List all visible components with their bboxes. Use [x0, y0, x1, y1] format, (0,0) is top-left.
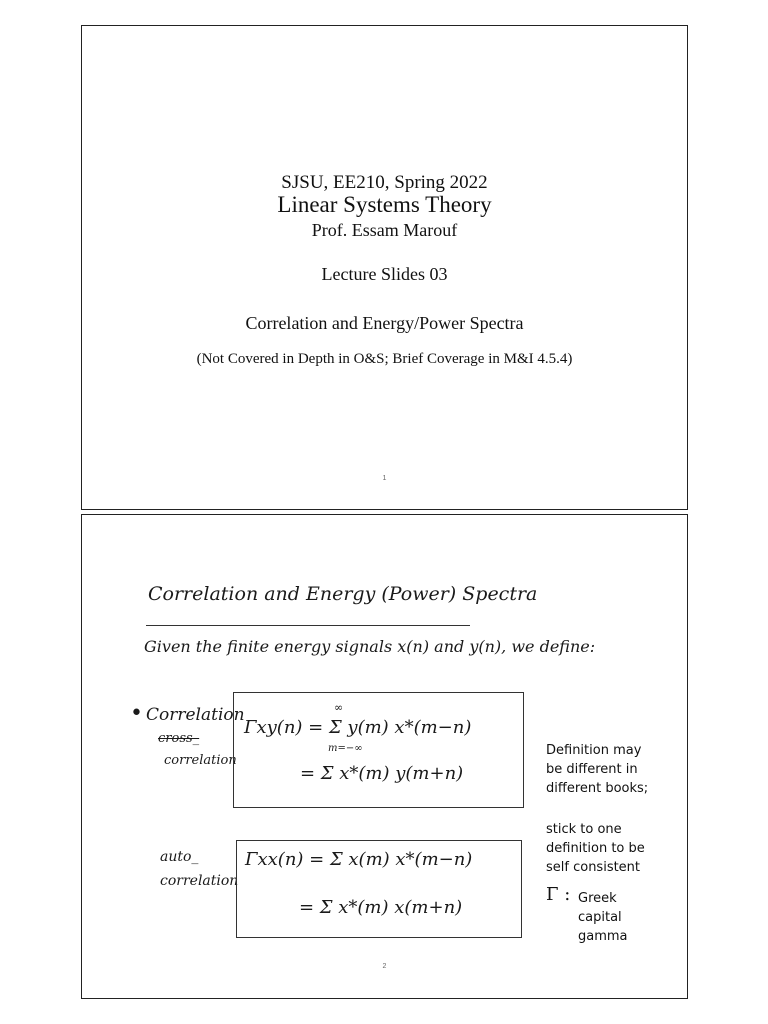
side-note-line: be different in	[546, 762, 638, 777]
sum-upper-limit: ∞	[334, 701, 344, 714]
slide-heading: Correlation and Energy (Power) Spectra	[148, 583, 538, 605]
correlation-label: Correlation	[146, 705, 245, 725]
lecture-number: Lecture Slides 03	[321, 264, 448, 284]
heading-underline	[146, 625, 470, 626]
auto-correlation-equation-2: = Σ x*(m) x(m+n)	[299, 897, 463, 918]
auto-label: auto_	[160, 849, 199, 865]
side-note-line: stick to one	[546, 822, 622, 837]
gamma-note-line: gamma	[578, 929, 628, 944]
gamma-note-line: Greek	[578, 891, 617, 906]
auto-correlation-box	[236, 840, 522, 938]
cross-correlation-equation-2: = Σ x*(m) y(m+n)	[300, 763, 464, 784]
gamma-note	[578, 889, 628, 946]
side-note-definitions	[546, 741, 648, 798]
gamma-note-line: capital	[578, 910, 622, 925]
auto-correlation-equation-1: Γxx(n) = Σ x(m) x*(m−n)	[245, 849, 473, 870]
auto-correlation-label: correlation	[160, 873, 239, 889]
lecture-topic: Correlation and Energy/Power Spectra	[245, 313, 524, 333]
slide-2	[81, 514, 688, 999]
sum-lower-limit: m=−∞	[328, 743, 363, 754]
cross-correlation-equation-1: Γxy(n) = Σ y(m) x*(m−n)	[244, 717, 472, 738]
cross-correlation-box	[233, 692, 524, 808]
intro-text: Given the finite energy signals x(n) and y(n), we define:	[144, 637, 596, 656]
page-number: 2	[382, 963, 387, 970]
side-note-consistency	[546, 820, 645, 877]
side-note-line: self consistent	[546, 860, 641, 875]
gamma-symbol: Γ :	[546, 884, 571, 905]
professor-name: Prof. Essam Marouf	[311, 220, 458, 240]
coverage-note: (Not Covered in Depth in O&S; Brief Coverage in M&I 4.5.4)	[196, 351, 573, 367]
side-note-line: definition to be	[546, 841, 645, 856]
slide-1	[81, 25, 688, 510]
page-number: 1	[382, 475, 387, 482]
lecture-title: Linear Systems Theory	[277, 192, 492, 217]
cross-label: cross_	[158, 731, 200, 746]
bullet: •	[130, 701, 143, 726]
cross-correlation-label: correlation	[164, 753, 237, 768]
side-note-line: different books;	[546, 781, 649, 796]
course-line: SJSU, EE210, Spring 2022	[281, 172, 488, 193]
side-note-line: Definition may	[546, 743, 642, 758]
